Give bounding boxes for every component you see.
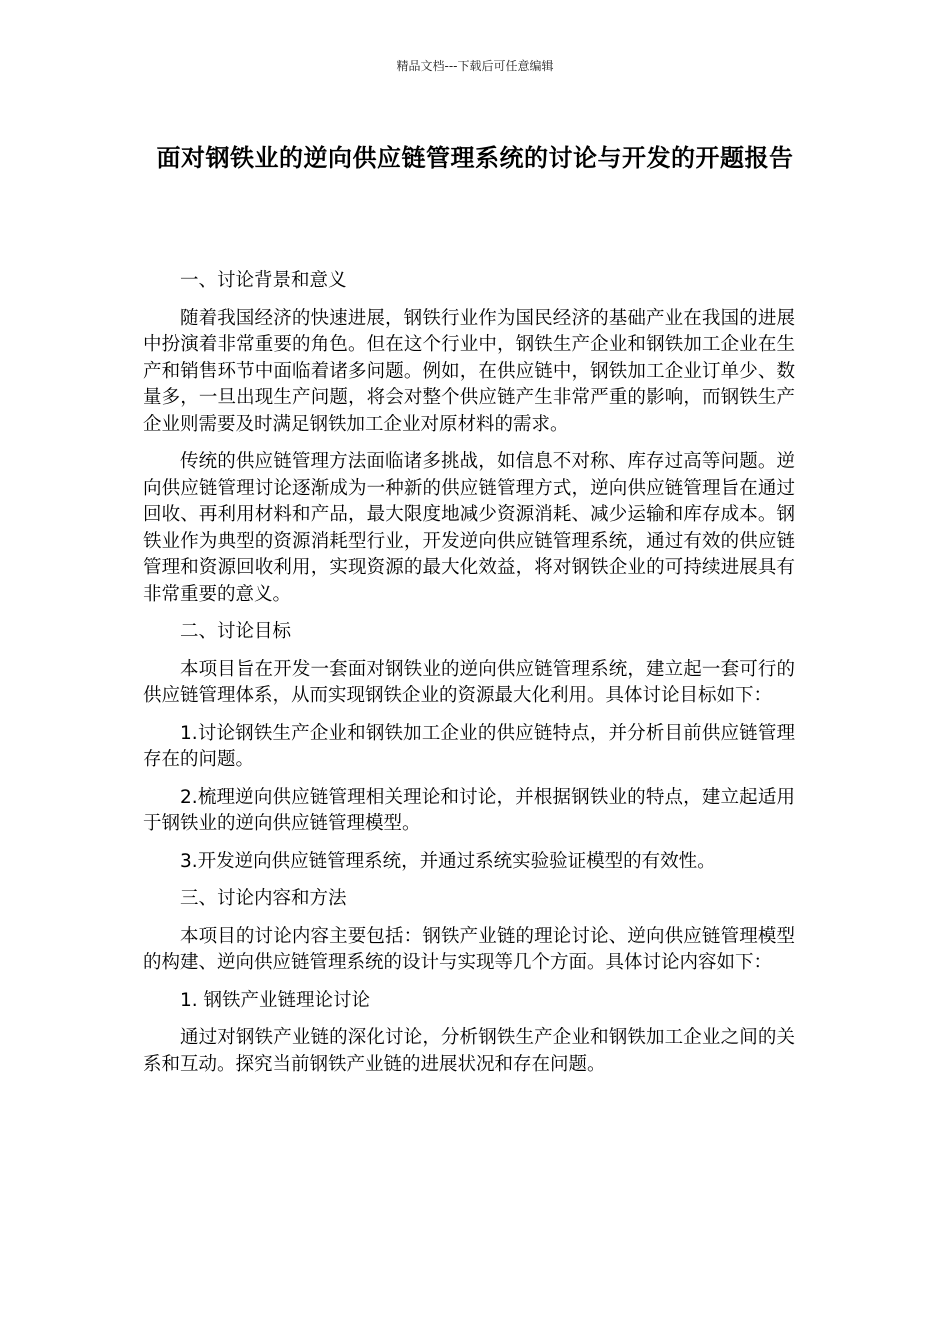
document-title: 面对钢铁业的逆向供应链管理系统的讨论与开发的开题报告 — [156, 144, 794, 172]
paragraph-industry-chain: 通过对钢铁产业链的深化讨论，分析钢铁生产企业和钢铁加工企业之间的关系和互动。探究当前钢铁产业链的进展状况和存在问题。 — [143, 1027, 795, 1075]
section-heading-background: 一、讨论背景和意义 — [180, 270, 347, 291]
document-body — [143, 268, 795, 1089]
paragraph-content-intro: 本项目的讨论内容主要包括：钢铁产业链的理论讨论、逆向供应链管理模型的构建、逆向供应链管理系统的设计与实现等几个方面。具体讨论内容如下： — [143, 925, 795, 973]
goal-item-1: 1.讨论钢铁生产企业和钢铁加工企业的供应链特点，并分析目前供应链管理存在的问题。 — [143, 722, 795, 770]
section-heading-goals: 二、讨论目标 — [180, 621, 292, 642]
goal-item-3: 3.开发逆向供应链管理系统，并通过系统实验验证模型的有效性。 — [180, 850, 716, 872]
subsection-heading-industry-chain: 1. 钢铁产业链理论讨论 — [180, 989, 371, 1011]
header-note: 精品文档---下载后可任意编辑 — [396, 59, 554, 73]
paragraph-goals-intro: 本项目旨在开发一套面对钢铁业的逆向供应链管理系统，建立起一套可行的供应链管理体系，从而实现钢铁企业的资源最大化利用。具体讨论目标如下： — [143, 658, 795, 706]
paragraph-background-2: 传统的供应链管理方法面临诸多挑战，如信息不对称、库存过高等问题。逆向供应链管理讨论逐渐成为一种新的供应链管理方式，逆向供应链管理旨在通过回收、再利用材料和产品，最大限度地减少资源消耗、减少运输和库存成本。钢铁业作为典型的资源消耗型行业，开发逆向供应链管理系统，通过有效的供应链管理和资源回收利用，实现资源的最大化效益，将对钢铁企业的可持续进展具有非常重要的意义。 — [143, 451, 795, 605]
paragraph-background-1: 随着我国经济的快速进展，钢铁行业作为国民经济的基础产业在我国的进展中扮演着非常重要的角色。但在这个行业中，钢铁生产企业和钢铁加工企业在生产和销售环节中面临着诸多问题。例如，在供应链中，钢铁加工企业订单少、数量多，一旦出现生产问题，将会对整个供应链产生非常严重的影响，而钢铁生产企业则需要及时满足钢铁加工企业对原材料的需求。 — [143, 307, 795, 435]
section-heading-content-methods: 三、讨论内容和方法 — [180, 888, 347, 909]
goal-item-2: 2.梳理逆向供应链管理相关理论和讨论，并根据钢铁业的特点，建立起适用于钢铁业的逆向供应链管理模型。 — [143, 786, 795, 834]
